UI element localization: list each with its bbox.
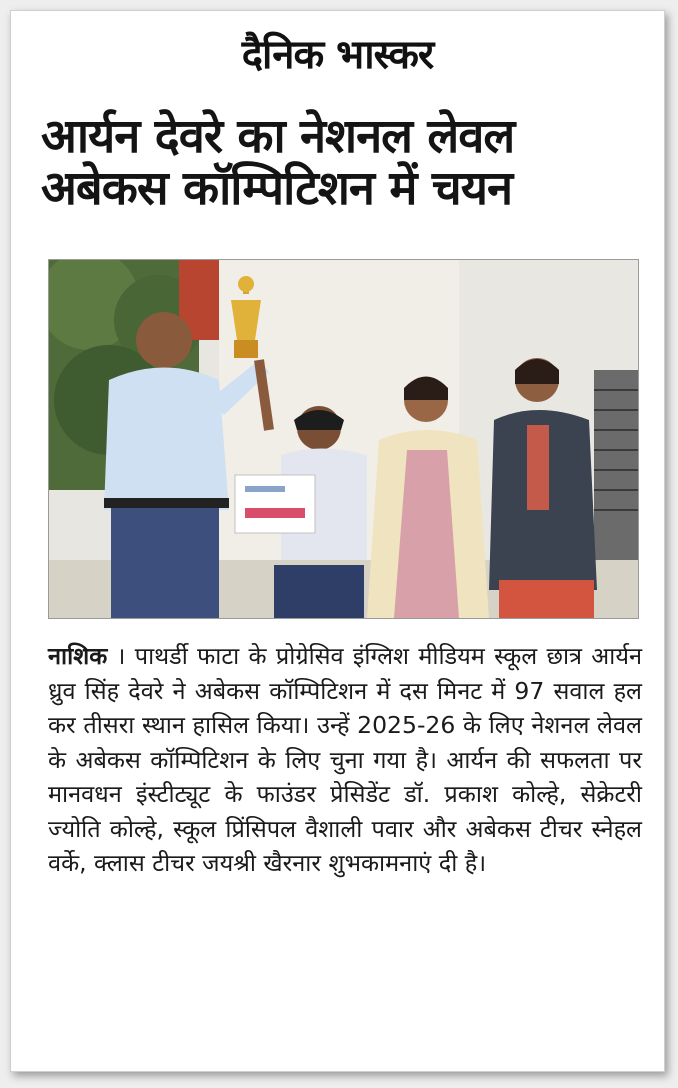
newspaper-clipping bbox=[10, 10, 665, 1072]
article-body bbox=[48, 639, 642, 881]
award-photo-illustration bbox=[49, 260, 638, 618]
article-body-text: । पाथर्डी फाटा के प्रोग्रेसिव इंग्लिश मीडियम स्कूल छात्र आर्यन ध्रुव सिंह देवरे ने अबेकस कॉम्पिटिशन में दस मिनट में 97 सवाल हल कर तीसरा स्थान हासिल किया। उन्हें 2025-26 के लिए नेशनल लेवल के अबेकस कॉम्पिटिशन के लिए चुना गया है। आर्यन की सफलता पर मानवधन इंस्टीट्यूट के फाउंडर प्रेसिडेंट डॉ. प्रकाश कोल्हे, सेक्रेटरी ज्योति कोल्हे, स्कूल प्रिंसिपल वैशाली पवार और अबेकस टीचर स्नेहल वर्के, क्लास टीचर जयश्री खैरनार शुभकामनाएं दी है। bbox=[48, 642, 642, 877]
article-dateline: नाशिक bbox=[48, 642, 108, 670]
newspaper-masthead: दैनिक भास्कर bbox=[241, 32, 434, 78]
article-photo bbox=[48, 259, 639, 619]
article-headline: आर्यन देवरे का नेशनल लेवल अबेकस कॉम्पिटिशन में चयन bbox=[41, 109, 515, 216]
